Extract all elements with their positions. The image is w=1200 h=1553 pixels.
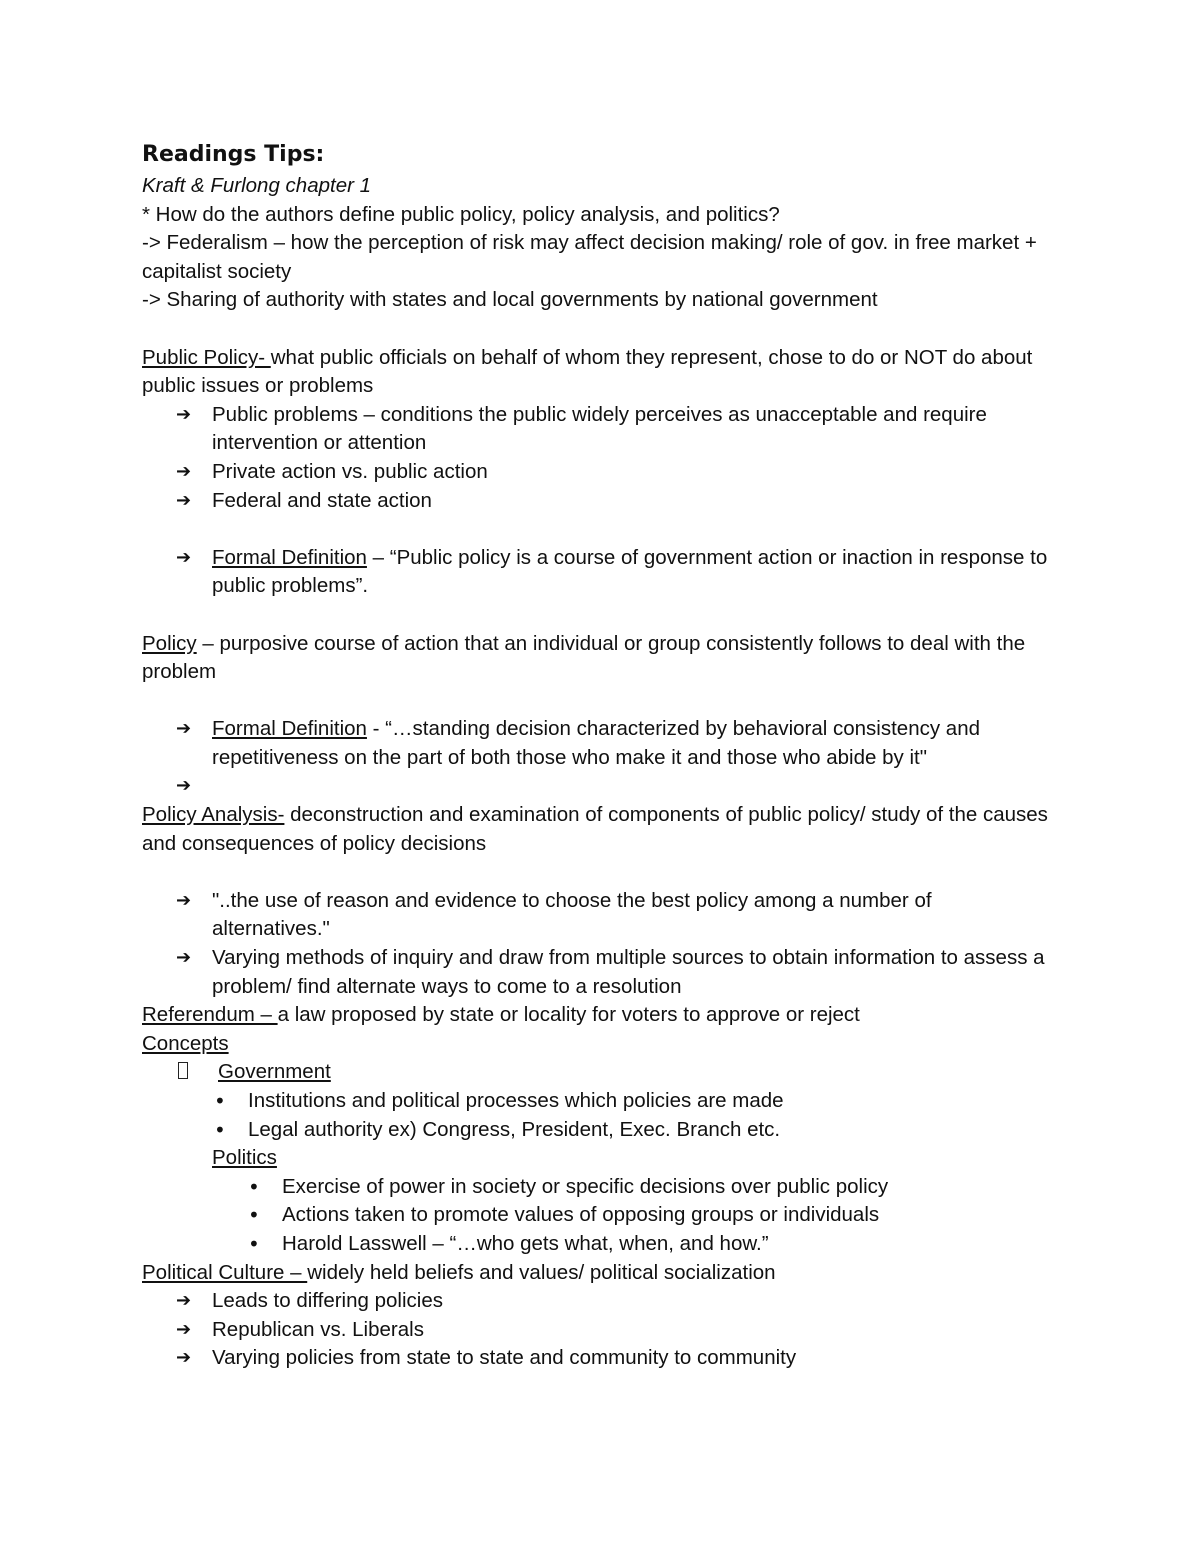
arrow-bullet-icon: ➔ — [176, 947, 192, 969]
arrow-bullet-icon: ➔ — [176, 718, 192, 740]
question-line: * How do the authors define public policy, policy analysis, and politics? — [142, 202, 780, 226]
policy-analysis-term: Policy Analysis- — [142, 803, 285, 827]
box-bullet-icon — [178, 1062, 188, 1079]
referendum-definition: a law proposed by state or locality for voters to approve or reject — [277, 1003, 860, 1027]
list-item: • Legal authority ex) Congress, President, Exec. Branch etc. — [142, 1116, 1052, 1145]
list-item: ➔ Formal Definition - “…standing decision characterized by behavioral consistency and repetitiveness on the part of both those who make it and those who abide by it" — [176, 717, 981, 769]
list-item — [142, 772, 1052, 801]
arrow-bullet-icon: ➔ — [176, 1290, 192, 1312]
list-item: ➔ Federal and state action — [142, 487, 1052, 516]
list-item: ➔ Varying methods of inquiry and draw from multiple sources to obtain information to assess a problem/ find alternate ways to come to a resolution — [176, 946, 1045, 998]
list-item: ➔ Formal Definition – “Public policy is a course of government action or inaction in response to public problems”. — [176, 545, 1048, 598]
political-culture-definition: widely held beliefs and values/ political socialization — [307, 1260, 776, 1284]
policy-analysis-paragraph — [142, 801, 1052, 858]
policy-analysis-definition: deconstruction and examination of components of public policy/ study of the causes and consequences of policy decisions — [142, 803, 1048, 855]
arrow-bullet-icon: ➔ — [176, 460, 192, 482]
arrow-bullet-icon: ➔ — [176, 1347, 192, 1369]
arrow-bullet-icon: ➔ — [176, 889, 192, 911]
policy-definition: – purposive course of action that an individual or group consistently follows to deal with the problem — [142, 631, 1026, 684]
document-page — [142, 142, 1052, 1373]
list-item: • Institutions and political processes which policies are made — [142, 1087, 1052, 1116]
referendum-paragraph — [142, 1001, 1052, 1030]
policy-paragraph — [142, 630, 1052, 687]
concepts-heading: Concepts — [142, 1031, 229, 1055]
public-policy-paragraph — [142, 344, 1052, 401]
sharing-authority-line: -> Sharing of authority with states and local governments by national government — [142, 288, 878, 312]
list-item: ➔ Leads to differing policies — [142, 1287, 1052, 1316]
list-item: • Harold Lasswell – “…who gets what, when, and how.” — [142, 1230, 1052, 1259]
doc-title: Readings Tips: — [142, 142, 325, 167]
politics-label-line — [142, 1144, 1052, 1173]
government-label: Government — [218, 1060, 331, 1084]
arrow-bullet-icon: ➔ — [176, 1318, 192, 1340]
dot-bullet-icon: • — [214, 1089, 226, 1113]
public-policy-definition: what public officials on behalf of whom they represent, chose to do or NOT do about public issues or problems — [142, 345, 1033, 398]
dot-bullet-icon: • — [214, 1117, 226, 1142]
list-item: ➔ Republican vs. Liberals — [142, 1316, 1052, 1345]
list-item: • Actions taken to promote values of opposing groups or individuals — [142, 1201, 1052, 1230]
list-item: ➔ "..the use of reason and evidence to choose the best policy among a number of alternatives." — [176, 888, 932, 941]
politics-label: Politics — [212, 1146, 277, 1170]
arrow-bullet-icon: ➔ — [176, 775, 192, 797]
list-item: ➔ Public problems – conditions the public widely perceives as unacceptable and require intervention or attention — [176, 402, 987, 455]
list-item: • Exercise of power in society or specific decisions over public policy — [142, 1173, 1052, 1202]
arrow-bullet-icon: ➔ — [176, 489, 192, 511]
policy-term: Policy — [142, 631, 197, 655]
arrow-bullet-icon: ➔ — [176, 403, 192, 425]
arrow-bullet-icon: ➔ — [176, 546, 192, 568]
dot-bullet-icon: • — [248, 1203, 260, 1228]
dot-bullet-icon: • — [248, 1174, 260, 1199]
list-item — [142, 1058, 1052, 1087]
political-culture-term: Political Culture – — [142, 1260, 308, 1284]
public-policy-term: Public Policy- — [142, 345, 271, 369]
federalism-line: -> Federalism – how the perception of risk may affect decision making/ role of gov. in free market + capitalist society — [142, 231, 1037, 283]
list-item: ➔ Private action vs. public action — [142, 458, 1052, 487]
doc-subtitle: Kraft & Furlong chapter 1 — [142, 174, 372, 197]
political-culture-paragraph — [142, 1259, 1052, 1288]
list-item: ➔ Varying policies from state to state and community to community — [142, 1344, 1052, 1373]
dot-bullet-icon: • — [248, 1231, 260, 1256]
referendum-term: Referendum – — [142, 1003, 278, 1027]
